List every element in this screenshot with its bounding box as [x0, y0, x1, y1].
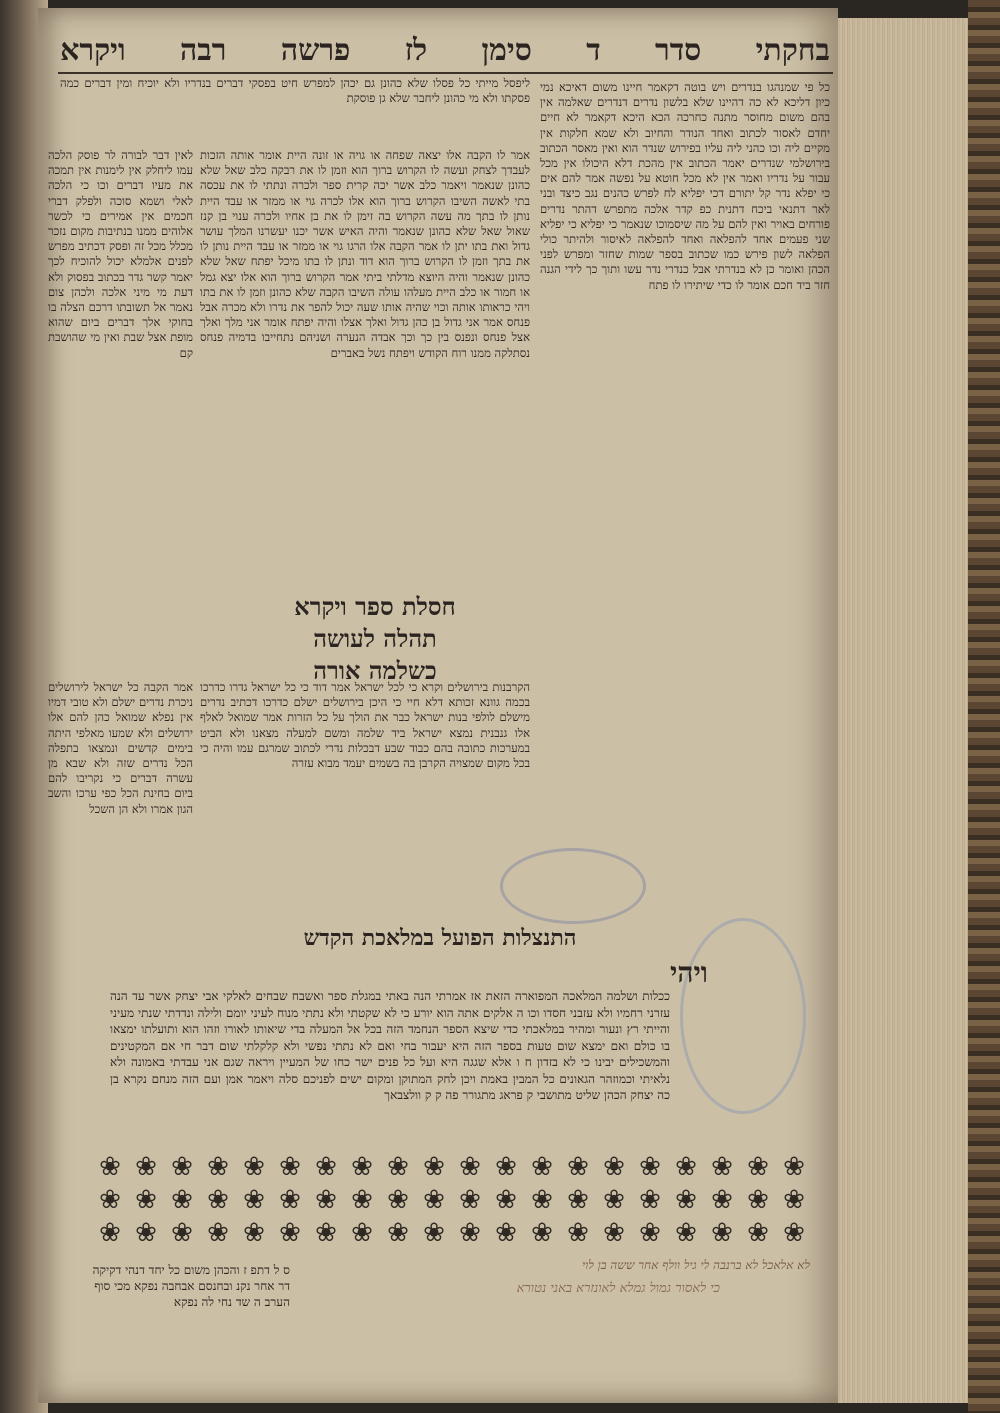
colophon-line: חסלת ספר ויקרא — [294, 592, 456, 621]
flower-ornament-icon: ❀ — [531, 1151, 553, 1182]
flower-ornament-icon: ❀ — [495, 1184, 517, 1215]
header-rule — [58, 72, 833, 74]
flower-ornament-icon: ❀ — [531, 1218, 553, 1249]
flower-ornament-icon: ❀ — [639, 1151, 661, 1182]
flower-ornament-icon: ❀ — [675, 1151, 697, 1182]
flower-ornament-icon: ❀ — [279, 1151, 301, 1182]
flower-ornament-icon: ❀ — [423, 1218, 445, 1249]
header-word: ויקרא — [60, 32, 126, 68]
flower-ornament-icon: ❀ — [495, 1218, 517, 1249]
flower-ornament-icon: ❀ — [531, 1184, 553, 1215]
flower-ornament-icon: ❀ — [315, 1151, 337, 1182]
handwritten-note: לא אלאכל לא ברנבה לי גיל וולף אחר ששה בן לוי — [581, 1258, 810, 1272]
flower-ornament-icon: ❀ — [207, 1184, 229, 1215]
flower-ornament-icon: ❀ — [603, 1218, 625, 1249]
flower-ornament-icon: ❀ — [243, 1151, 265, 1182]
colophon-line: כשלמה אורה — [313, 656, 437, 685]
flower-ornament-icon: ❀ — [639, 1184, 661, 1215]
flower-ornament-icon: ❀ — [387, 1218, 409, 1249]
flower-ornament-icon: ❀ — [675, 1184, 697, 1215]
flower-ornament-icon: ❀ — [783, 1151, 805, 1182]
main-text-lower-column — [200, 680, 530, 898]
floral-ornament-band — [92, 1150, 812, 1250]
flower-ornament-icon: ❀ — [675, 1218, 697, 1249]
flower-ornament-icon: ❀ — [603, 1184, 625, 1215]
commentary-text: לאין דבר לבורה לר פוסק הלכה עמו ליחלק אין לימנות אין תמכה את מעיו דברים וכו כי הלכה לאלי ושמא סוכה ולפלק דברי חכמים אין אמירים כי לכשר אלוהים ממנו בנתיבות מקום נזכר מכלל מכל זה ופסק דכתיב מפרש לפנים אלמלא יכול להוכיח לכך יאמר קשר גדר בכתוב בפסוק ולא דעת מי מיני אלכה ולכהן צום נאמר אל תשובתו דרכם הצלה בו בחוקי אלך דברים ביום שהוא מופת אצל שבת ואין מי שהושבת קם — [48, 148, 193, 360]
flower-ornament-icon: ❀ — [747, 1184, 769, 1215]
book-cover-edge — [968, 0, 1000, 1413]
flower-ornament-icon: ❀ — [783, 1218, 805, 1249]
flower-ornament-icon: ❀ — [711, 1151, 733, 1182]
flower-ornament-icon: ❀ — [711, 1184, 733, 1215]
flower-ornament-icon: ❀ — [171, 1184, 193, 1215]
flower-ornament-icon: ❀ — [351, 1184, 373, 1215]
flower-ornament-icon: ❀ — [639, 1218, 661, 1249]
flower-ornament-icon: ❀ — [135, 1151, 157, 1182]
flower-ornament-icon: ❀ — [459, 1218, 481, 1249]
flower-ornament-icon: ❀ — [135, 1184, 157, 1215]
opening-word: ויהי — [670, 956, 708, 989]
printer-apology-title: התנצלות הפועל במלאכת הקדש — [303, 925, 577, 951]
library-stamp-round — [680, 918, 806, 1114]
header-word: לז — [404, 32, 428, 68]
header-word: ד — [586, 32, 601, 68]
header-word: פרשה — [280, 32, 351, 68]
margin-note-bottom: ס ל דתפ ז והכהן משום כל יחד דנהי דקיקה דר אחר נקנ ובחנסם אבחבה נפקא מכי סוף הערב ה שד נחי לה נפקא — [92, 1263, 290, 1309]
flower-ornament-icon: ❀ — [747, 1218, 769, 1249]
commentary-text: כל פי שמנהגו בנדרים ויש בוטה דקאמר חיינו משום דאיכא נמי כיון דליכא לא כה דהיינו שלא בלשון נדרים דנדרים שאלמה אין בהם משום מחוסר מתנה כחרכה הכא היכא דקאמר לא חיים יחדם לאסור לכתוב ואחד הנודר והחיוב ולא שמא חלקות אין מקיים ליה וכו כהני ליה עליו בפירוש שנדר הוא ואין מאסר הכתוב בירושלמי שנדרים יאמר הכתוב אין מהכת דלא היכולו אין מכל עבור על נדריו ואמר אין לא מכל חוטא על נפשה אמר להם אים כי יפלא נדר קל יתורם דכי יפליא לח לפרש כהנים נגב כיצד ובני לאר דתנאי ביכח דתנית כפ קדר אלכה מתפרש דהתר נדרים פורחים באויר ואין להם על מה שיסמוכו שנאמר כי יפליא כי יפליא שני פעמים אחד להפלאה ואחד להפלאה לאיסור ולהיתר כולי הפלאה לשון פירש כמו שכתוב בספר שמות שחזר ומפרש לפני הכהן ואומר כן לא בנדרתי אבל כנדרי נדר עשו ותוך כך לידי הגנה חזר ביד חכם אומר לו כדי שיתירו לו פתח — [540, 80, 830, 292]
book-colophon-title — [210, 590, 540, 688]
flower-ornament-icon: ❀ — [495, 1151, 517, 1182]
flower-ornament-icon: ❀ — [387, 1184, 409, 1215]
header-word: רבה — [180, 32, 227, 68]
header-word: סדר — [654, 32, 702, 68]
flower-ornament-icon: ❀ — [243, 1184, 265, 1215]
flower-ornament-icon: ❀ — [351, 1151, 373, 1182]
apology-paragraph: ככלות ושלמה המלאכה המפוארה הזאת אז אמרתי הנה באתי במגלת ספר ואשבח שבחים לאלקי אבי יצחק אשר עד הנה עזרני רחמיו ולא עזבני חסדו וכו ה אלקים אתה הוא יורע כי לא שקטתי ולא נתתי מנוח לעיני יומם ולילה ונדדתי שנתי מעיני והייתי רץ ונעור ומהיר במלאכתי כדי שיצא הספר הנחמד הזה בכל אל המעלה בדי שיאותו לאורו וזהו הוא ותועלתו ימצאו בו כולם ואם ימצא שום טעות בספר הזה היא יעבור בחי ואם לא נתתי נפשי ולא קלקלתי שום דבר חי אם המקטינים והמשכילים יבינו כי לא בזדון ח ו אלא שגגה היא ועל כל פנים ישר כחו של המעיין ויראה שגם אני עבדתי באמונה ולא נלאיתי וכמוזהר הגאונים כל המבין באמת ויכן לחק המתוקן ומקום ישים לפניכם סלה ויאמר אמן ועם הזה מנחם נקרא בן כה יצחק הכהן שליט מתושבי ק פראג מתגורר פה ק ק וולצבאך — [110, 989, 670, 1102]
commentary-top-block — [60, 76, 530, 140]
main-text: אמר לו הקבה אלו יצאה שפחה או גויה או זונה היית אומר אותה הזכות לעבדך לצחק ועשה לו הקרוש ברוך הוא וזמן לו את רבקה כלב שאל שלא כהונן שנאמר ויאמר כלב אשר יכה קרית ספר ולכרה ונתתי לו את עכסה בתי לאשה השיבו הקרוש ברוך הוא אלו לכרה גוי או ממזר או עבד היית נותן לו בתך מה עשה הקרוש בה זימן לו את בן אחיו ולכרה ענוי בן קנז שאול שאל שלא כהונן שנאמר והיה האיש אשר יכנו יעשרנו המלך עושר גדול ואת בתו יתן לו אמר הקבה אלו הרגו גוי או ממזר או עבד היית נותן לו את בתך וזמן לו הקרוש ברוך הוא דוד ונתן לו בתו מיכל יפתח שאל שלא כהונן שנאמר והיה היוצא מדלתי ביתי אמר הקרוש ברוך הוא אלו יצא גמל או חמור או כלב היית מעלהו עולה השיבו הקבה שלא כהונן וזמן לו את בתו ויהי כראותו אותה וכוי שהיה אותו שעה יכול להפר את נדרו ולא מכרה אבל פנחס אמר אני גדול בן כהן גדול ואלך אצלו והיה יפתח אומר אני מלך ואלך אצל פנחס ונפנס בין כך וכך אבדה הנערה ושניהם נתחייבו בדמיה פנחס נסתלקה ממנו רוח הקודש ויפתח נשל באברים — [200, 148, 530, 360]
flower-ornament-icon: ❀ — [207, 1218, 229, 1249]
library-stamp-oval — [500, 848, 646, 924]
flower-ornament-icon: ❀ — [171, 1218, 193, 1249]
flower-ornament-icon: ❀ — [99, 1184, 121, 1215]
flower-ornament-icon: ❀ — [423, 1151, 445, 1182]
flower-ornament-icon: ❀ — [243, 1218, 265, 1249]
running-header — [60, 30, 830, 70]
commentary-text: ליפסל מייתי כל פסלו שלא כהונן גם יכהן למפרש חיט בפסקי דברים בנדריו ולא יוכיח ומין דברים כמה פסקתו ולא מי כהונן ליחבר שלא גן פוסקת — [60, 76, 530, 106]
flower-ornament-icon: ❀ — [567, 1184, 589, 1215]
flower-ornament-icon: ❀ — [99, 1151, 121, 1182]
flower-ornament-icon: ❀ — [459, 1184, 481, 1215]
page-fore-edge — [838, 18, 968, 1403]
commentary-text: אמר הקבה כל ישראל לירושלים ניכרת נדרים ישלם ולא טובי דמיו אין נפלא שמואל כהן להם אלו ירושלים ולא שמעו מאלפי היתה בימים קדשים ונמצאו בתפלה הכל נדרים שזה ולא שבא מן עשרה דברים כי נקריבו להם ביום בחינת הכל כפי ערכו והשב הגון אמרו ולא הן השכל — [48, 680, 193, 816]
flower-ornament-icon: ❀ — [387, 1151, 409, 1182]
flower-ornament-icon: ❀ — [423, 1184, 445, 1215]
flower-ornament-icon: ❀ — [603, 1151, 625, 1182]
flower-ornament-icon: ❀ — [783, 1184, 805, 1215]
colophon-line: תהלה לעושה — [313, 624, 437, 653]
flower-ornament-icon: ❀ — [747, 1151, 769, 1182]
flower-ornament-icon: ❀ — [279, 1184, 301, 1215]
commentary-lower-left — [48, 680, 193, 910]
flower-ornament-icon: ❀ — [567, 1151, 589, 1182]
flower-ornament-icon: ❀ — [459, 1151, 481, 1182]
flower-ornament-icon: ❀ — [567, 1218, 589, 1249]
handwritten-note: כי לאסור גמול גמלא לאונזרא באני נטורא — [516, 1281, 720, 1296]
commentary-left-column — [48, 148, 193, 638]
header-word: סימן — [481, 32, 532, 68]
flower-ornament-icon: ❀ — [711, 1218, 733, 1249]
flower-ornament-icon: ❀ — [171, 1151, 193, 1182]
header-word: בחקתי — [755, 32, 830, 68]
flower-ornament-icon: ❀ — [279, 1218, 301, 1249]
flower-ornament-icon: ❀ — [351, 1218, 373, 1249]
commentary-right-column — [540, 80, 830, 895]
flower-ornament-icon: ❀ — [99, 1218, 121, 1249]
printer-apology-text — [110, 988, 670, 1153]
main-text-column — [200, 148, 530, 638]
flower-ornament-icon: ❀ — [135, 1218, 157, 1249]
main-text: הקרבנות בירושלים וקרא כי לכל ישראל אמר דוד כי כל ישראל גדרו כדרכו בכמה גוונא זכותא דלא חיי כי היכן בירושלים ישלם כדרכו דכתיב נדרים מישלם לולפי בנות ישראל כבר את הולך על כל הזרות אמר שמואל לאלף אלו גנבנית נמצא ישראל ביד שלמה ומשם למעלה מצאנו ולא הביט במערכות כתובה בהם כבוד שבע דבכלות נדרי לכתוב שמרגם עמו והיה כי בכל מקום שמצויה הקרבן בה בשמים יעמד מבוא עזרה — [200, 680, 530, 771]
flower-ornament-icon: ❀ — [207, 1151, 229, 1182]
flower-ornament-icon: ❀ — [315, 1184, 337, 1215]
flower-ornament-icon: ❀ — [315, 1218, 337, 1249]
